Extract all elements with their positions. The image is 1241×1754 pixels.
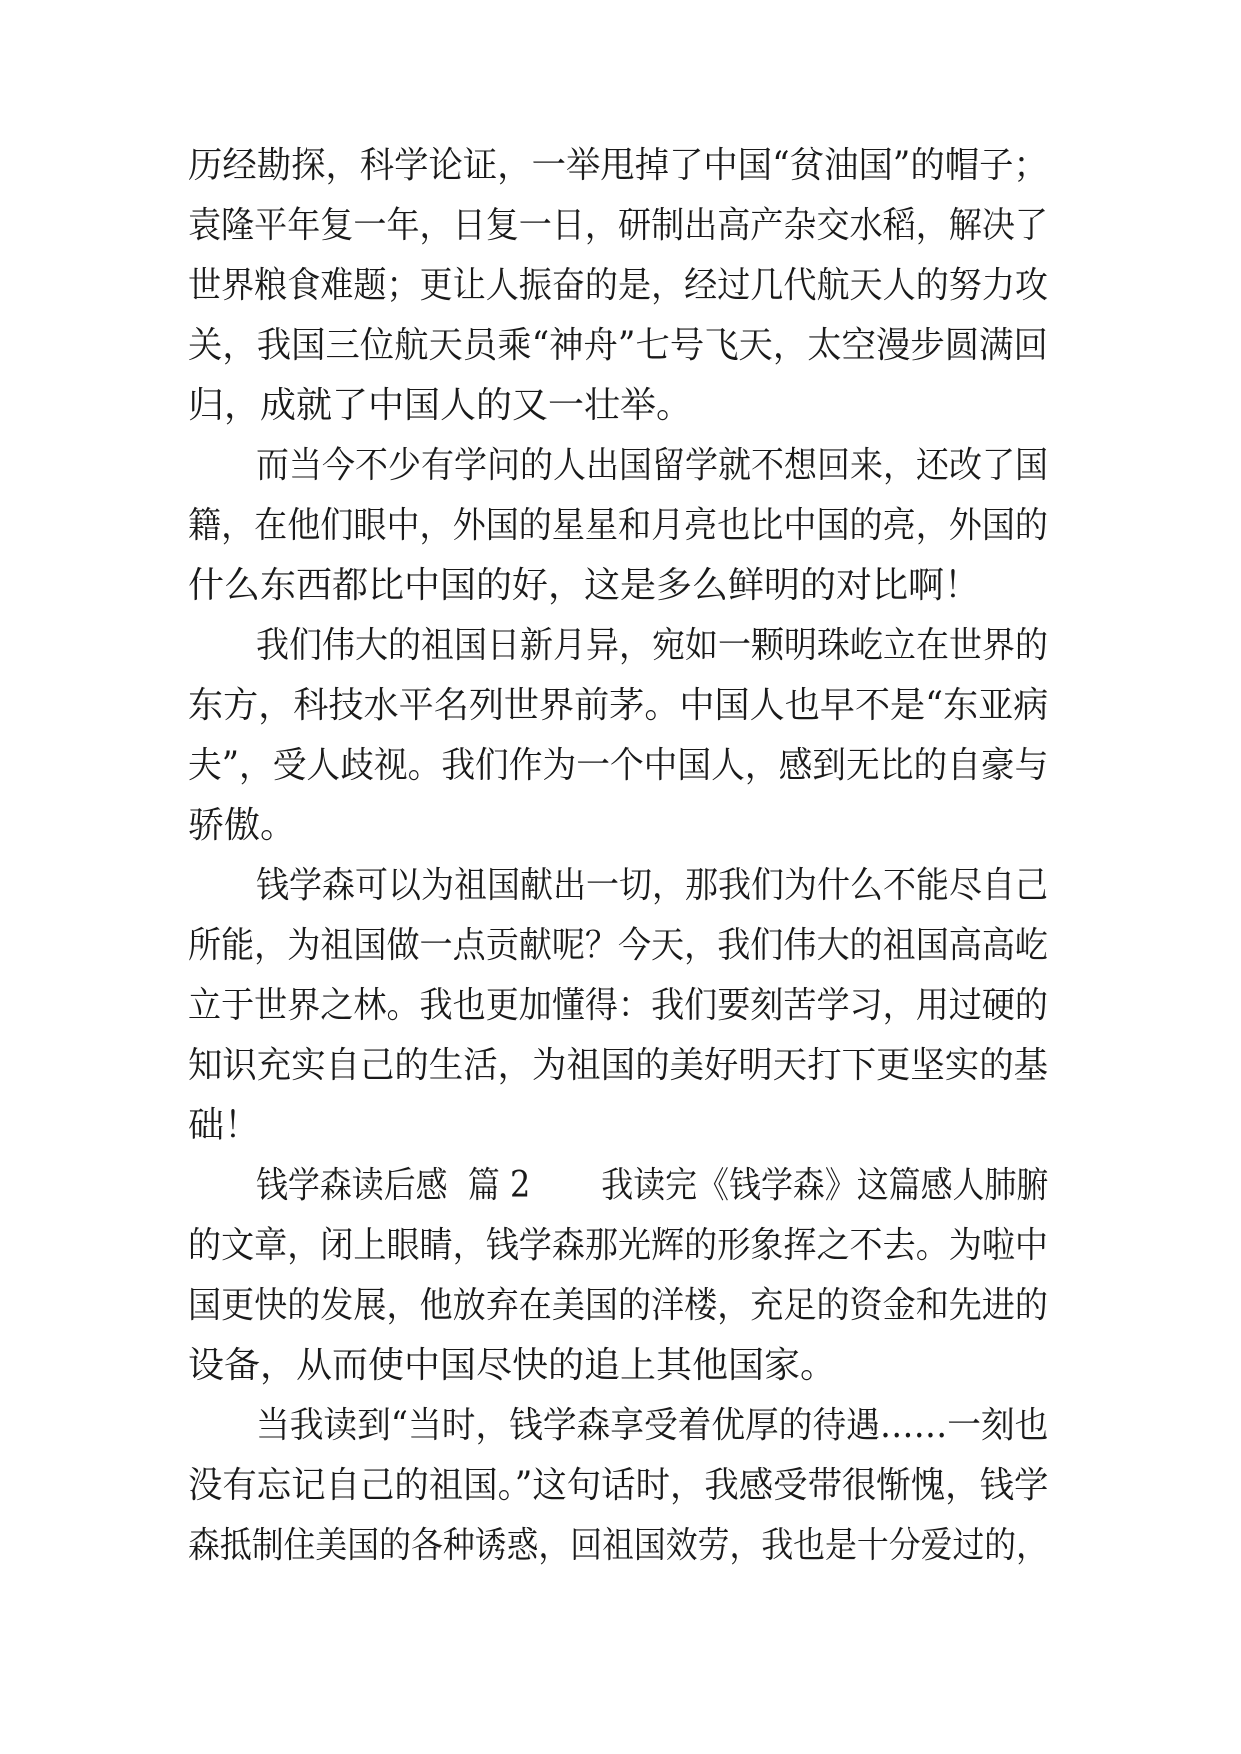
text-line: 钱学森可以为祖国献出一切，那我们为什么不能尽自己 xyxy=(256,865,1049,906)
text-line: 我们伟大的祖国日新月异，宛如一颗明珠屹立在世界的 xyxy=(256,625,1049,666)
text-line: 袁隆平年复一年，日复一日，研制出高产杂交水稻，解决了 xyxy=(188,205,1049,246)
text-line: 没有忘记自己的祖国。”这句话时，我感受带很惭愧，钱学 xyxy=(188,1465,1049,1506)
text-line: 钱学森读后感 篇 2 我读完《钱学森》这篇感人肺腑 xyxy=(256,1165,1049,1206)
text-line: 夫”，受人歧视。我们作为一个中国人，感到无比的自豪与 xyxy=(188,745,1049,786)
text-line: 当我读到“当时，钱学森享受着优厚的待遇……一刻也 xyxy=(256,1405,1049,1446)
text-line: 的文章，闭上眼睛，钱学森那光辉的形象挥之不去。为啦中 xyxy=(188,1225,1049,1266)
text-line: 而当今不少有学问的人出国留学就不想回来，还改了国 xyxy=(256,445,1049,486)
text-line: 所能，为祖国做一点贡献呢？今天，我们伟大的祖国高高屹 xyxy=(188,925,1049,966)
text-line: 归，成就了中国人的又一壮举。 xyxy=(188,385,693,426)
text-line: 设备，从而使中国尽快的追上其他国家。 xyxy=(188,1345,837,1386)
text-line: 什么东西都比中国的好，这是多么鲜明的对比啊！ xyxy=(188,565,981,606)
text-line: 国更快的发展，他放弃在美国的洋楼，充足的资金和先进的 xyxy=(188,1285,1049,1326)
text-line: 森抵制住美国的各种诱惑，回祖国效劳，我也是十分爱过的， xyxy=(188,1525,1049,1566)
text-line: 骄傲。 xyxy=(188,805,297,846)
text-line: 东方，科技水平名列世界前茅。中国人也早不是“东亚病 xyxy=(188,685,1049,726)
text-line: 知识充实自己的生活，为祖国的美好明天打下更坚实的基 xyxy=(188,1045,1049,1086)
text-line: 立于世界之林。我也更加懂得：我们要刻苦学习，用过硬的 xyxy=(188,985,1049,1026)
text-line: 础！ xyxy=(188,1105,261,1146)
text-line: 历经勘探，科学论证，一举甩掉了中国“贫油国”的帽子； xyxy=(188,145,1048,186)
text-line: 世界粮食难题；更让人振奋的是，经过几代航天人的努力攻 xyxy=(188,265,1049,306)
text-line: 籍，在他们眼中，外国的星星和月亮也比中国的亮，外国的 xyxy=(188,505,1049,546)
text-line: 关，我国三位航天员乘“神舟”七号飞天，太空漫步圆满回 xyxy=(188,325,1048,366)
